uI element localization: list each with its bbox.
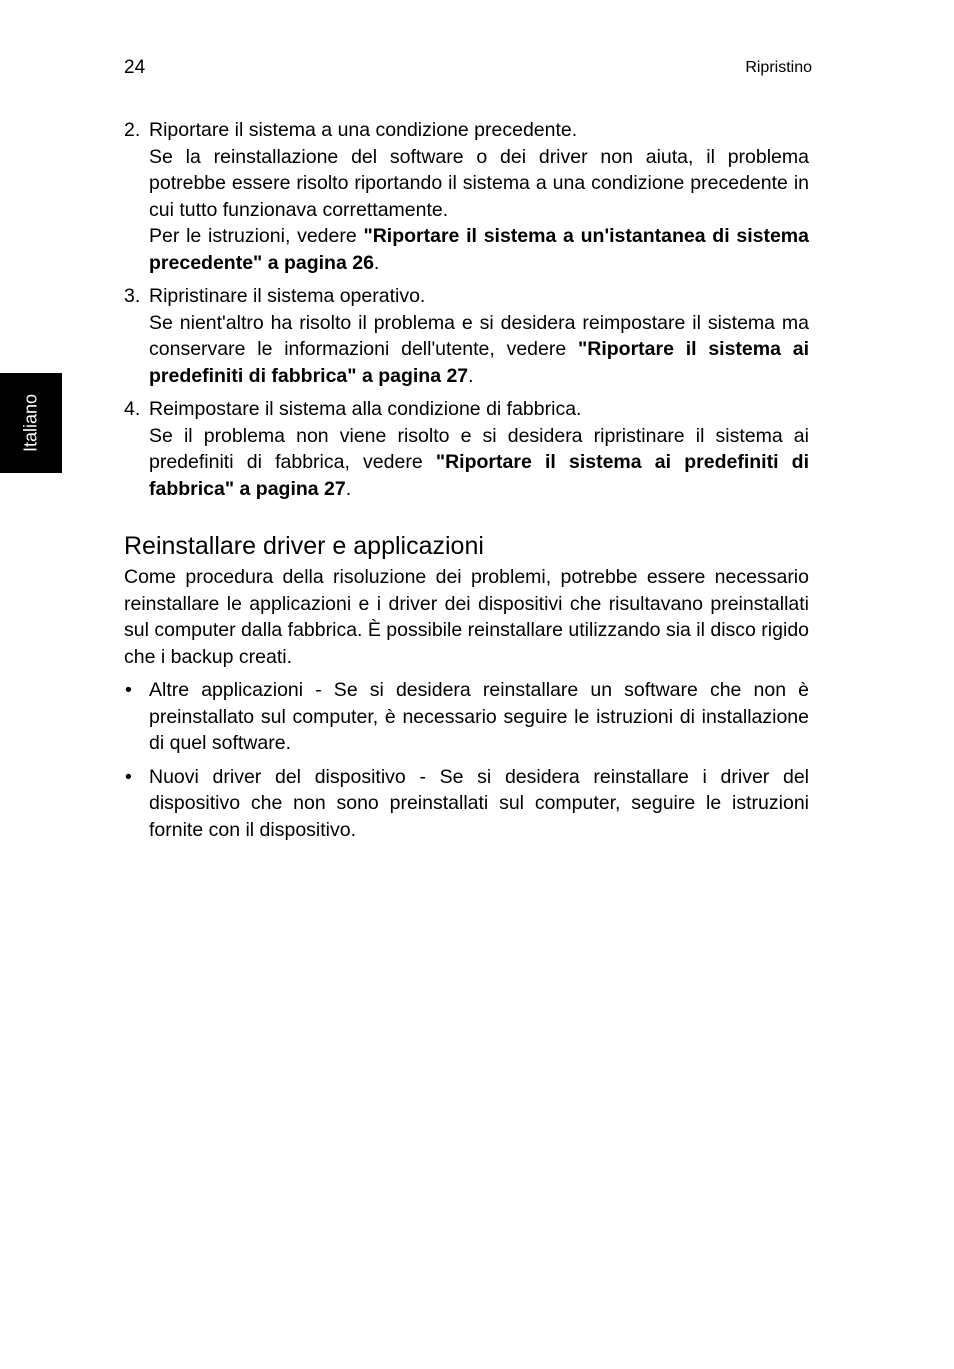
- bullet-item: [124, 677, 809, 757]
- step-reference-link: "Riportare il sistema ai predefiniti di fabbrica" a pagina 27: [149, 338, 809, 387]
- step-number: 4.: [124, 398, 141, 420]
- language-side-tab-label: Italiano: [20, 393, 41, 453]
- step-body-text: Se il problema non viene risolto e si desidera ripristinare il sistema ai predefiniti di fabbrica, vedere: [149, 424, 809, 473]
- step-body: [149, 310, 809, 390]
- page-number: 24: [124, 57, 146, 78]
- bullet-marker: •: [125, 679, 132, 701]
- step-body-suffix: .: [345, 477, 352, 500]
- step-body-suffix: .: [468, 364, 474, 387]
- page-content: [124, 117, 809, 843]
- section-heading: Reinstallare driver e applicazioni: [124, 532, 484, 560]
- step-title: Reimpostare il sistema alla condizione di fabbrica.: [149, 398, 582, 420]
- step-body: [149, 423, 809, 503]
- bullet-item: [124, 764, 809, 844]
- step-reference-prefix: Per le istruzioni, vedere: [149, 225, 364, 247]
- step-reference-link: "Riportare il sistema a un'istantanea di sistema precedente" a pagina 26: [149, 225, 809, 274]
- step-item: [124, 283, 809, 389]
- bullet-text: Nuovi driver del dispositivo - Se si desidera reinstallare i driver del dispositivo che non sono preinstallati sul computer, seguire le istruzioni fornite con il dispositivo.: [149, 765, 809, 841]
- section-intro: Come procedura della risoluzione dei problemi, potrebbe essere necessario reinstallare le applicazioni e i driver dei dispositivi che risultavano preinstallati sul computer dalla fabbrica. È possibile reinstallare utilizzando sia il disco rigido che i backup creati.: [124, 566, 810, 668]
- step-reference: [149, 223, 809, 276]
- step-title: Riportare il sistema a una condizione precedente.: [149, 119, 578, 141]
- running-header: Ripristino: [745, 59, 812, 76]
- language-side-tab: [0, 373, 62, 473]
- step-reference-link: "Riportare il sistema ai predefiniti di fabbrica" a pagina 27: [149, 451, 809, 500]
- step-item: [124, 117, 809, 276]
- step-body: Se la reinstallazione del software o dei driver non aiuta, il problema potrebbe essere risolto riportando il sistema a una condizione precedente in cui tutto funzionava correttamente.: [149, 145, 809, 221]
- step-body-text: Se nient'altro ha risolto il problema e si desidera reimpostare il sistema ma conservare le informazioni dell'utente, vedere: [149, 311, 809, 360]
- step-title: Ripristinare il sistema operativo.: [149, 285, 426, 307]
- step-number: 3.: [124, 285, 141, 307]
- bullet-text: Altre applicazioni - Se si desidera reinstallare un software che non è preinstallato sul computer, è necessario seguire le istruzioni di installazione di quel software.: [149, 679, 809, 754]
- step-item: [124, 396, 809, 502]
- step-number: 2.: [124, 119, 141, 141]
- step-reference-suffix: .: [373, 251, 380, 274]
- bullet-marker: •: [125, 765, 132, 788]
